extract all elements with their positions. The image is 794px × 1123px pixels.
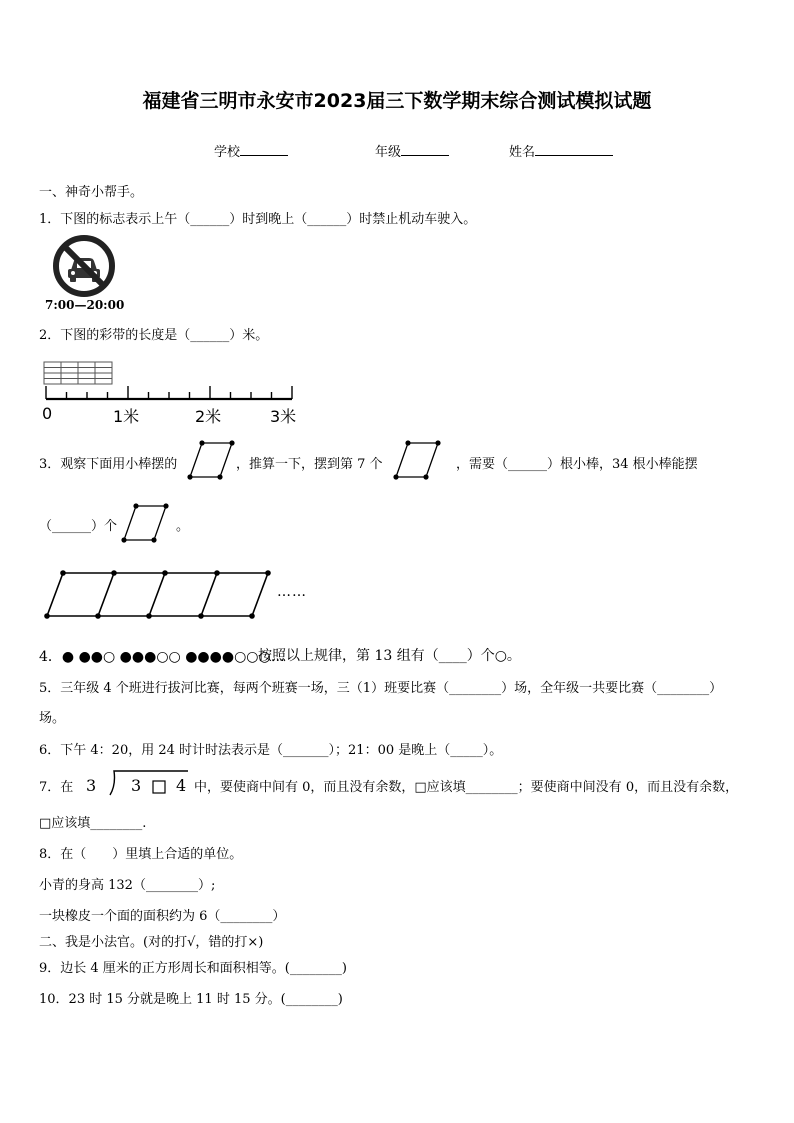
- q8-b: 一块橡皮一个面的面积约为 6（________）: [39, 909, 286, 924]
- parallelogram-figure-2: [392, 440, 442, 480]
- parallelogram-figure-3: [120, 503, 170, 543]
- q9-text: 9．边长 4 厘米的正方形周长和面积相等。(________): [39, 961, 347, 976]
- section2-heading: 二、我是小法官。(对的打√，错的打×): [39, 935, 264, 950]
- sign-caption: 7:00—20:00: [45, 298, 125, 312]
- q2-text: 2．下图的彩带的长度是（______）米。: [39, 328, 269, 343]
- q3-part4-suffix: 。: [176, 519, 190, 534]
- q5-line1: 5．三年级 4 个班进行拔河比赛，每两个班赛一场，三（1）班要比赛（________）场，全年级一共要比赛（________）: [39, 681, 723, 696]
- ruler-label-2: 2米: [195, 407, 222, 426]
- chain-ellipsis: ……: [277, 584, 307, 600]
- q5-line2: 场。: [39, 711, 66, 726]
- q8-text: 8．在（ ）里填上合适的单位。: [39, 847, 243, 862]
- school-blank[interactable]: [240, 143, 288, 156]
- name-field: [509, 141, 613, 160]
- q7-line2: □应该填________.: [39, 816, 147, 831]
- q4-text: 按照以上规律，第 13 组有（____）个○。: [258, 648, 521, 664]
- q1-text: 1．下图的标志表示上午（______）时到晚上（______）时禁止机动车驶入。: [39, 212, 477, 227]
- name-label: 姓名: [509, 145, 536, 160]
- q6-text: 6．下午 4：20，用 24 时计时法表示是（_______）；21：00 是晚上（_____）。: [39, 743, 503, 758]
- q3-part3: ，需要（______）根小棒，34 根小棒能摆: [456, 457, 698, 472]
- parallelogram-figure-1: [186, 440, 236, 480]
- no-car-sign-icon: [52, 234, 116, 298]
- q10-text: 10．23 时 15 分就是晚上 11 时 15 分。(________): [39, 992, 343, 1007]
- ruler-label-0: 0: [42, 404, 53, 423]
- q7-prefix: 7．在: [39, 780, 74, 795]
- ribbon-figure: [44, 362, 112, 384]
- q3-part2: ，推算一下，摆到第 7 个: [236, 457, 383, 472]
- ruler-label-1: 1米: [113, 407, 140, 426]
- section1-heading: 一、神奇小帮手。: [39, 185, 144, 200]
- grade-label: 年级: [375, 145, 402, 160]
- dividend-digit-b: 4: [176, 776, 187, 795]
- page-title: 福建省三明市永安市2023届三下数学期末综合测试模拟试题: [142, 90, 652, 112]
- name-blank[interactable]: [535, 143, 613, 156]
- ruler-label-3: 3米: [270, 407, 297, 426]
- q3-part4-prefix: （______）个: [39, 519, 118, 534]
- dividend-digit-a: 3: [131, 776, 142, 795]
- q4-sequence: 4．● ●●○ ●●●○○ ●●●●○○○…: [39, 649, 285, 665]
- q7-middle: 中，要使商中间有 0，而且没有余数，□应该填________；要使商中间没有 0，而且没有余数，: [194, 780, 739, 795]
- stick-parallelogram-chain: [40, 568, 280, 620]
- school-label: 学校: [214, 145, 241, 160]
- grade-field: [375, 141, 449, 160]
- q3-part1: 3．观察下面用小棒摆的: [39, 457, 178, 472]
- grade-blank[interactable]: [401, 143, 449, 156]
- q8-a: 小青的身高 132（________）;: [39, 878, 216, 893]
- divisor: 3: [86, 776, 97, 795]
- school-field: [214, 141, 288, 160]
- ribbon-ruler: [40, 358, 300, 422]
